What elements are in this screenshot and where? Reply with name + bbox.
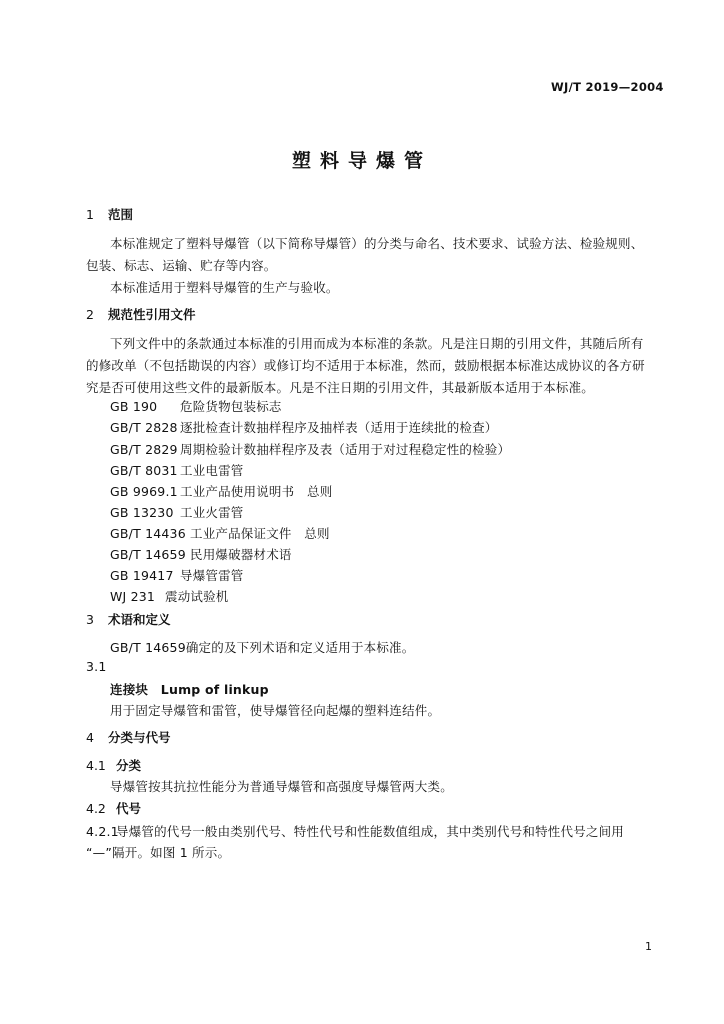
document-title: 塑料导爆管	[291, 150, 432, 172]
reference-title: 导爆管雷管	[180, 568, 244, 583]
section-4-2-1-text: 导爆管的代号一般由类别代号、特性代号和性能数值组成，其中类别代号和特性代号之间用	[116, 824, 625, 839]
reference-title: 民用爆破器材术语	[190, 547, 292, 562]
reference-title: 震动试验机	[165, 589, 229, 604]
section-3-heading	[86, 610, 171, 628]
reference-code: GB/T 14436	[110, 526, 186, 541]
section-2-paragraph-line-1: 下列文件中的条款通过本标准的引用而成为本标准的条款。凡是注日期的引用文件，其随后所有	[110, 336, 644, 351]
section-4-2-number: 4.2	[86, 801, 106, 816]
section-2-paragraph-line-3: 究是否可使用这些文件的最新版本。凡是不注日期的引用文件，其最新版本适用于本标准。	[86, 380, 595, 395]
reference-item	[110, 440, 510, 458]
reference-title: 逐批检查计数抽样程序及抽样表（适用于连续批的检查）	[180, 420, 498, 435]
section-2-heading	[86, 305, 196, 323]
reference-item	[110, 418, 498, 436]
section-4-1-title: 分类	[116, 758, 142, 773]
reference-title: 工业产品保证文件 总则	[190, 526, 330, 541]
reference-code: GB 190	[110, 399, 158, 414]
reference-item	[110, 482, 332, 500]
reference-title: 工业电雷管	[180, 463, 244, 478]
term-name: 连接块 Lump of linkup	[110, 682, 269, 697]
reference-item	[110, 566, 244, 584]
reference-code: GB/T 2829	[110, 442, 178, 457]
section-4-2-1-line-2: “—”隔开。如图 1 所示。	[86, 845, 231, 860]
section-1-paragraph-1-line-2: 包装、标志、运输、贮存等内容。	[86, 258, 277, 273]
reference-item	[110, 545, 292, 563]
reference-title: 周期检验计数抽样程序及表（适用于对过程稳定性的检验）	[180, 442, 511, 457]
standard-code: WJ/T 2019—2004	[551, 80, 664, 94]
section-4-1-paragraph: 导爆管按其抗拉性能分为普通导爆管和高强度导爆管两大类。	[110, 779, 453, 794]
section-4-heading	[86, 728, 171, 746]
section-2-title: 规范性引用文件	[108, 307, 196, 322]
reference-item	[110, 503, 244, 521]
section-4-1-heading	[86, 756, 141, 774]
section-4-2-1-line-1	[86, 822, 624, 840]
section-1-title: 范围	[108, 207, 134, 222]
section-1-paragraph-1-line-1: 本标准规定了塑料导爆管（以下简称导爆管）的分类与命名、技术要求、试验方法、检验规则、	[110, 236, 644, 251]
reference-code: GB/T 8031	[110, 463, 178, 478]
section-1-paragraph-2: 本标准适用于塑料导爆管的生产与验收。	[110, 280, 339, 295]
section-4-number: 4	[86, 730, 94, 745]
reference-code: GB 9969.1	[110, 484, 178, 499]
page-number: 1	[645, 940, 652, 953]
section-4-2-title: 代号	[116, 801, 142, 816]
reference-code: GB 13230	[110, 505, 174, 520]
section-1-number: 1	[86, 207, 94, 222]
reference-code: GB 19417	[110, 568, 174, 583]
reference-title: 工业产品使用说明书 总则	[180, 484, 333, 499]
reference-item	[110, 587, 229, 605]
section-4-1-number: 4.1	[86, 758, 106, 773]
section-3-title: 术语和定义	[108, 612, 171, 627]
reference-item	[110, 461, 244, 479]
section-3-number: 3	[86, 612, 94, 627]
reference-item	[110, 524, 330, 542]
section-1-heading	[86, 205, 133, 223]
reference-code: GB/T 2828	[110, 420, 178, 435]
reference-code: WJ 231	[110, 589, 156, 604]
term-definition: 用于固定导爆管和雷管，使导爆管径向起爆的塑料连结件。	[110, 703, 441, 718]
reference-title: 工业火雷管	[180, 505, 244, 520]
reference-item	[110, 397, 282, 415]
section-4-2-1-number: 4.2.1	[86, 824, 119, 839]
section-4-2-heading	[86, 799, 141, 817]
section-2-number: 2	[86, 307, 94, 322]
section-3-1-number: 3.1	[86, 659, 107, 674]
reference-code: GB/T 14659	[110, 547, 186, 562]
section-2-paragraph-line-2: 的修改单（不包括勘误的内容）或修订均不适用于本标准，然而，鼓励根据本标准达成协议的各方研	[86, 358, 645, 373]
section-3-paragraph: GB/T 14659确定的及下列术语和定义适用于本标准。	[110, 640, 415, 655]
section-4-title: 分类与代号	[108, 730, 171, 745]
reference-title: 危险货物包装标志	[180, 399, 282, 414]
